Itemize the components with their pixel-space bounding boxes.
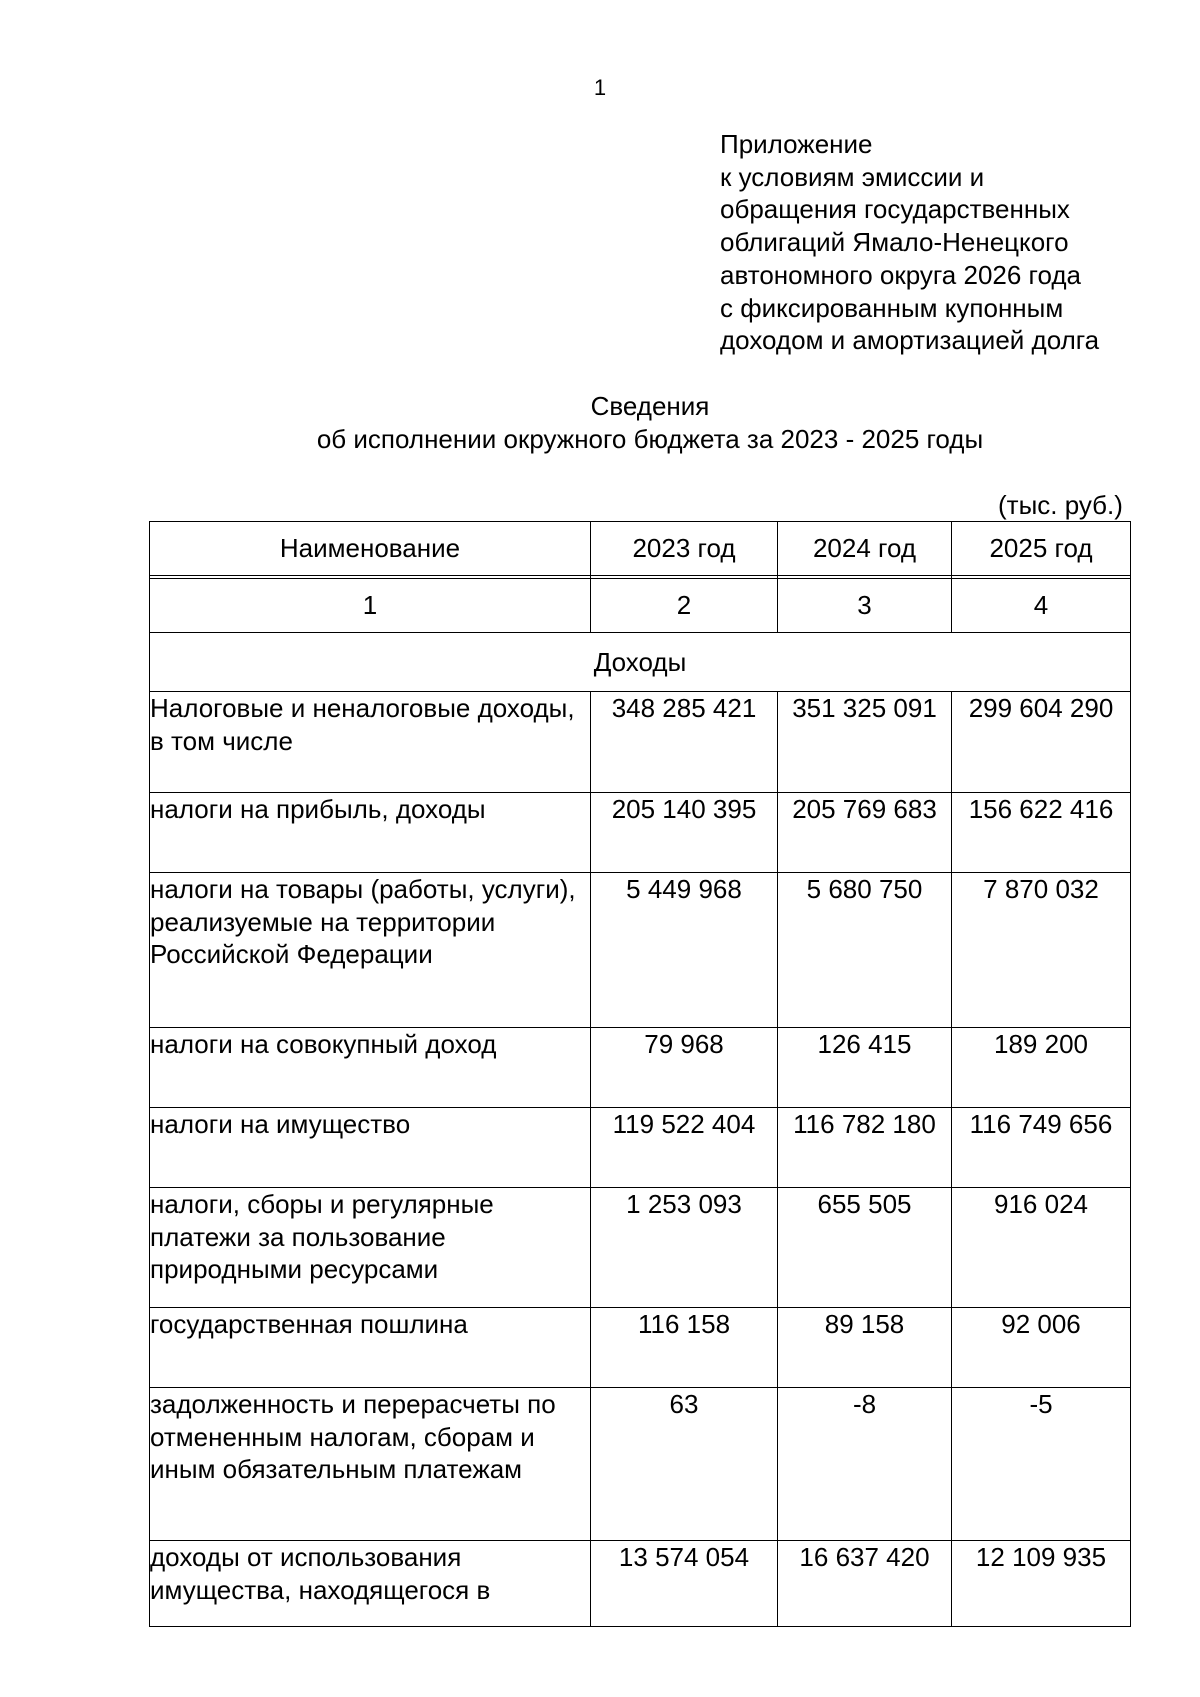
appendix-line: доходом и амортизацией долга xyxy=(720,325,1100,356)
value-2023: 13 574 054 xyxy=(591,1541,778,1627)
table-row xyxy=(150,1541,1131,1627)
value-2023: 205 140 395 xyxy=(591,793,778,873)
budget-table xyxy=(149,521,1131,1627)
row-name: налоги на товары (работы, услуги), реализуемые на территории Российской Федерации xyxy=(150,873,591,1028)
row-name: задолженность и перерасчеты по отмененным налогам, сборам и иным обязательным платежам xyxy=(150,1388,591,1541)
appendix-line: облигаций Ямало-Ненецкого xyxy=(720,227,1069,258)
units-note: (тыс. руб.) xyxy=(998,490,1123,520)
title-line-1: Сведения xyxy=(590,391,710,421)
value-2024: 5 680 750 xyxy=(778,873,952,1028)
value-2024: 655 505 xyxy=(778,1188,952,1308)
row-name: Налоговые и неналоговые доходы, в том числе xyxy=(150,692,591,793)
column-number: 3 xyxy=(778,579,952,633)
table-row xyxy=(150,793,1131,873)
row-name: доходы от использования имущества, находящегося в xyxy=(150,1541,591,1627)
header-row xyxy=(150,522,1131,576)
value-2024: 126 415 xyxy=(778,1028,952,1108)
table-row xyxy=(150,1308,1131,1388)
page-number: 1 xyxy=(593,75,607,100)
value-2023: 63 xyxy=(591,1388,778,1541)
header-2024: 2024 год xyxy=(778,522,952,576)
value-2025: 116 749 656 xyxy=(952,1108,1131,1188)
value-2025: 299 604 290 xyxy=(952,692,1131,793)
column-number: 1 xyxy=(150,579,591,633)
row-name: налоги, сборы и регулярные платежи за пользование природными ресурсами xyxy=(150,1188,591,1308)
value-2023: 119 522 404 xyxy=(591,1108,778,1188)
value-2025: -5 xyxy=(952,1388,1131,1541)
value-2023: 348 285 421 xyxy=(591,692,778,793)
table-row xyxy=(150,692,1131,793)
appendix-line: с фиксированным купонным xyxy=(720,292,1064,323)
value-2023: 5 449 968 xyxy=(591,873,778,1028)
row-name: налоги на имущество xyxy=(150,1108,591,1188)
value-2023: 1 253 093 xyxy=(591,1188,778,1308)
appendix-line: обращения государственных xyxy=(720,194,1070,225)
document-title xyxy=(0,390,1200,456)
table-row xyxy=(150,1028,1131,1108)
row-name: государственная пошлина xyxy=(150,1308,591,1388)
value-2025: 916 024 xyxy=(952,1188,1131,1308)
row-name: налоги на прибыль, доходы xyxy=(150,793,591,873)
value-2025: 7 870 032 xyxy=(952,873,1131,1028)
header-2025: 2025 год xyxy=(952,522,1131,576)
value-2024: -8 xyxy=(778,1388,952,1541)
row-name: налоги на совокупный доход xyxy=(150,1028,591,1108)
appendix-line: Приложение xyxy=(720,129,873,159)
appendix-line: к условиям эмиссии и xyxy=(720,161,985,192)
table-row xyxy=(150,1388,1131,1541)
appendix-line: автономного округа 2026 года xyxy=(720,259,1081,290)
value-2023: 116 158 xyxy=(591,1308,778,1388)
table-row xyxy=(150,1108,1131,1188)
table-row xyxy=(150,1188,1131,1308)
value-2024: 89 158 xyxy=(778,1308,952,1388)
column-number: 4 xyxy=(952,579,1131,633)
value-2025: 92 006 xyxy=(952,1308,1131,1388)
value-2024: 16 637 420 xyxy=(778,1541,952,1627)
column-number: 2 xyxy=(591,579,778,633)
value-2025: 156 622 416 xyxy=(952,793,1131,873)
section-title: Доходы xyxy=(150,633,1131,692)
value-2025: 12 109 935 xyxy=(952,1541,1131,1627)
header-name: Наименование xyxy=(150,522,591,576)
title-line-2: об исполнении окружного бюджета за 2023 - 2025 годы xyxy=(316,424,984,454)
value-2024: 205 769 683 xyxy=(778,793,952,873)
header-2023: 2023 год xyxy=(591,522,778,576)
section-row xyxy=(150,633,1131,692)
value-2025: 189 200 xyxy=(952,1028,1131,1108)
value-2024: 351 325 091 xyxy=(778,692,952,793)
value-2023: 79 968 xyxy=(591,1028,778,1108)
value-2024: 116 782 180 xyxy=(778,1108,952,1188)
appendix-note xyxy=(720,128,1099,357)
table-row xyxy=(150,873,1131,1028)
column-number-row xyxy=(150,579,1131,633)
